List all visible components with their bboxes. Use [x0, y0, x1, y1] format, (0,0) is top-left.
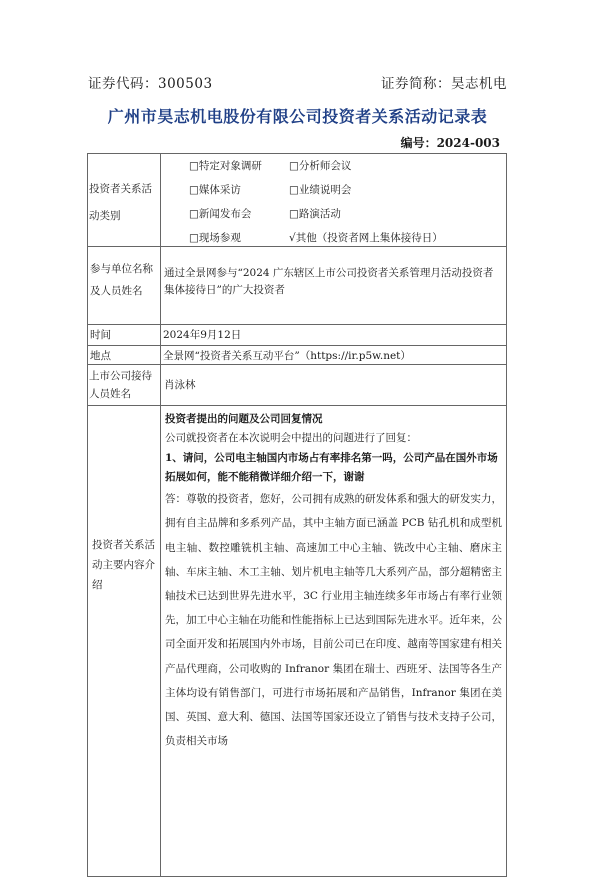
reception-value: 肖泳林: [164, 379, 196, 391]
security-name: 证券简称：昊志机电: [381, 76, 507, 92]
activity-type-row: [88, 154, 507, 247]
main-content: [161, 406, 506, 753]
security-code: 证券代码：300503: [88, 76, 213, 92]
participants-value: 通过全景网参与“2024 广东辖区上市公司投资者关系管理月活动投资者集体接待日”的广大投资者: [164, 267, 494, 296]
activity-type-label: 投资者关系活动类别: [89, 183, 152, 222]
option-analyst-meeting: □分析师会议: [289, 160, 352, 172]
option-earnings-call: □业绩说明会: [289, 184, 352, 196]
page-header: [88, 72, 507, 90]
record-table: [87, 153, 507, 877]
option-media-interview: □媒体采访: [189, 184, 241, 196]
qa-intro: 公司就投资者在本次说明会中提出的问题进行了回复：: [165, 432, 417, 445]
question-1: 1、请问，公司电主轴国内市场占有率排名第一吗，公司产品在国外市场拓展如何，能不能稍微详细介绍一下，谢谢: [165, 451, 498, 483]
participants-label: 参与单位名称及人员姓名: [90, 263, 153, 297]
time-label: 时间: [90, 329, 111, 341]
reception-row: [88, 365, 507, 406]
activity-type-options: [161, 154, 506, 246]
participants-row: [88, 247, 507, 325]
document-title: 广州市昊志机电股份有限公司投资者关系活动记录表: [107, 107, 488, 126]
location-label: 地点: [90, 350, 111, 362]
option-site-visit: □现场参观: [189, 232, 241, 244]
option-specific-research: □特定对象调研: [189, 160, 262, 172]
record-number: 编号：2024-003: [400, 136, 500, 150]
answer-1: 答：尊敬的投资者，您好，公司拥有成熟的研发体系和强大的研发实力，拥有自主品牌和多系列产品，其中主轴方面已涵盖 PCB 钻孔机和成型机电主轴、数控雕铣机主轴、高速加工中心主轴、铣改中心主轴、磨床主轴、车床主轴、木工主轴、划片机电主轴等几大系列产品，部分超精密主轴技术已达到世界先进水平，3C 行业用主轴连续多年市场占有率行业领先，加工中心主轴在功能和性能指标上已达到国际先进水平。近年来，公司全面开发和拓展国内外市场，目前公司已在印度、越南等国家建有相关产品代理商，公司收购的 Infranor 集团在瑞士、西班牙、法国等各生产主体均设有销售部门，可进行市场拓展和产品销售，Infranor 集团在美国、英国、意大利、德国、法国等国家还设立了销售与技术支持子公司，负责相关市场: [165, 493, 502, 748]
main-content-row: [88, 406, 507, 877]
reception-label: 上市公司接待人员姓名: [89, 370, 152, 400]
time-value: 2024年9月12日: [163, 329, 242, 341]
time-row: [88, 325, 507, 346]
location-row: [88, 346, 507, 365]
option-roadshow: □路演活动: [289, 208, 341, 220]
main-content-label: 投资者关系活动主要内容介绍: [92, 539, 155, 591]
option-press-conference: □新闻发布会: [189, 208, 252, 220]
qa-heading: 投资者提出的问题及公司回复情况: [165, 413, 323, 425]
location-value: 全景网“投资者关系互动平台”（https://ir.p5w.net）: [163, 350, 411, 362]
option-other: √其他（投资者网上集体接待日）: [289, 232, 443, 244]
